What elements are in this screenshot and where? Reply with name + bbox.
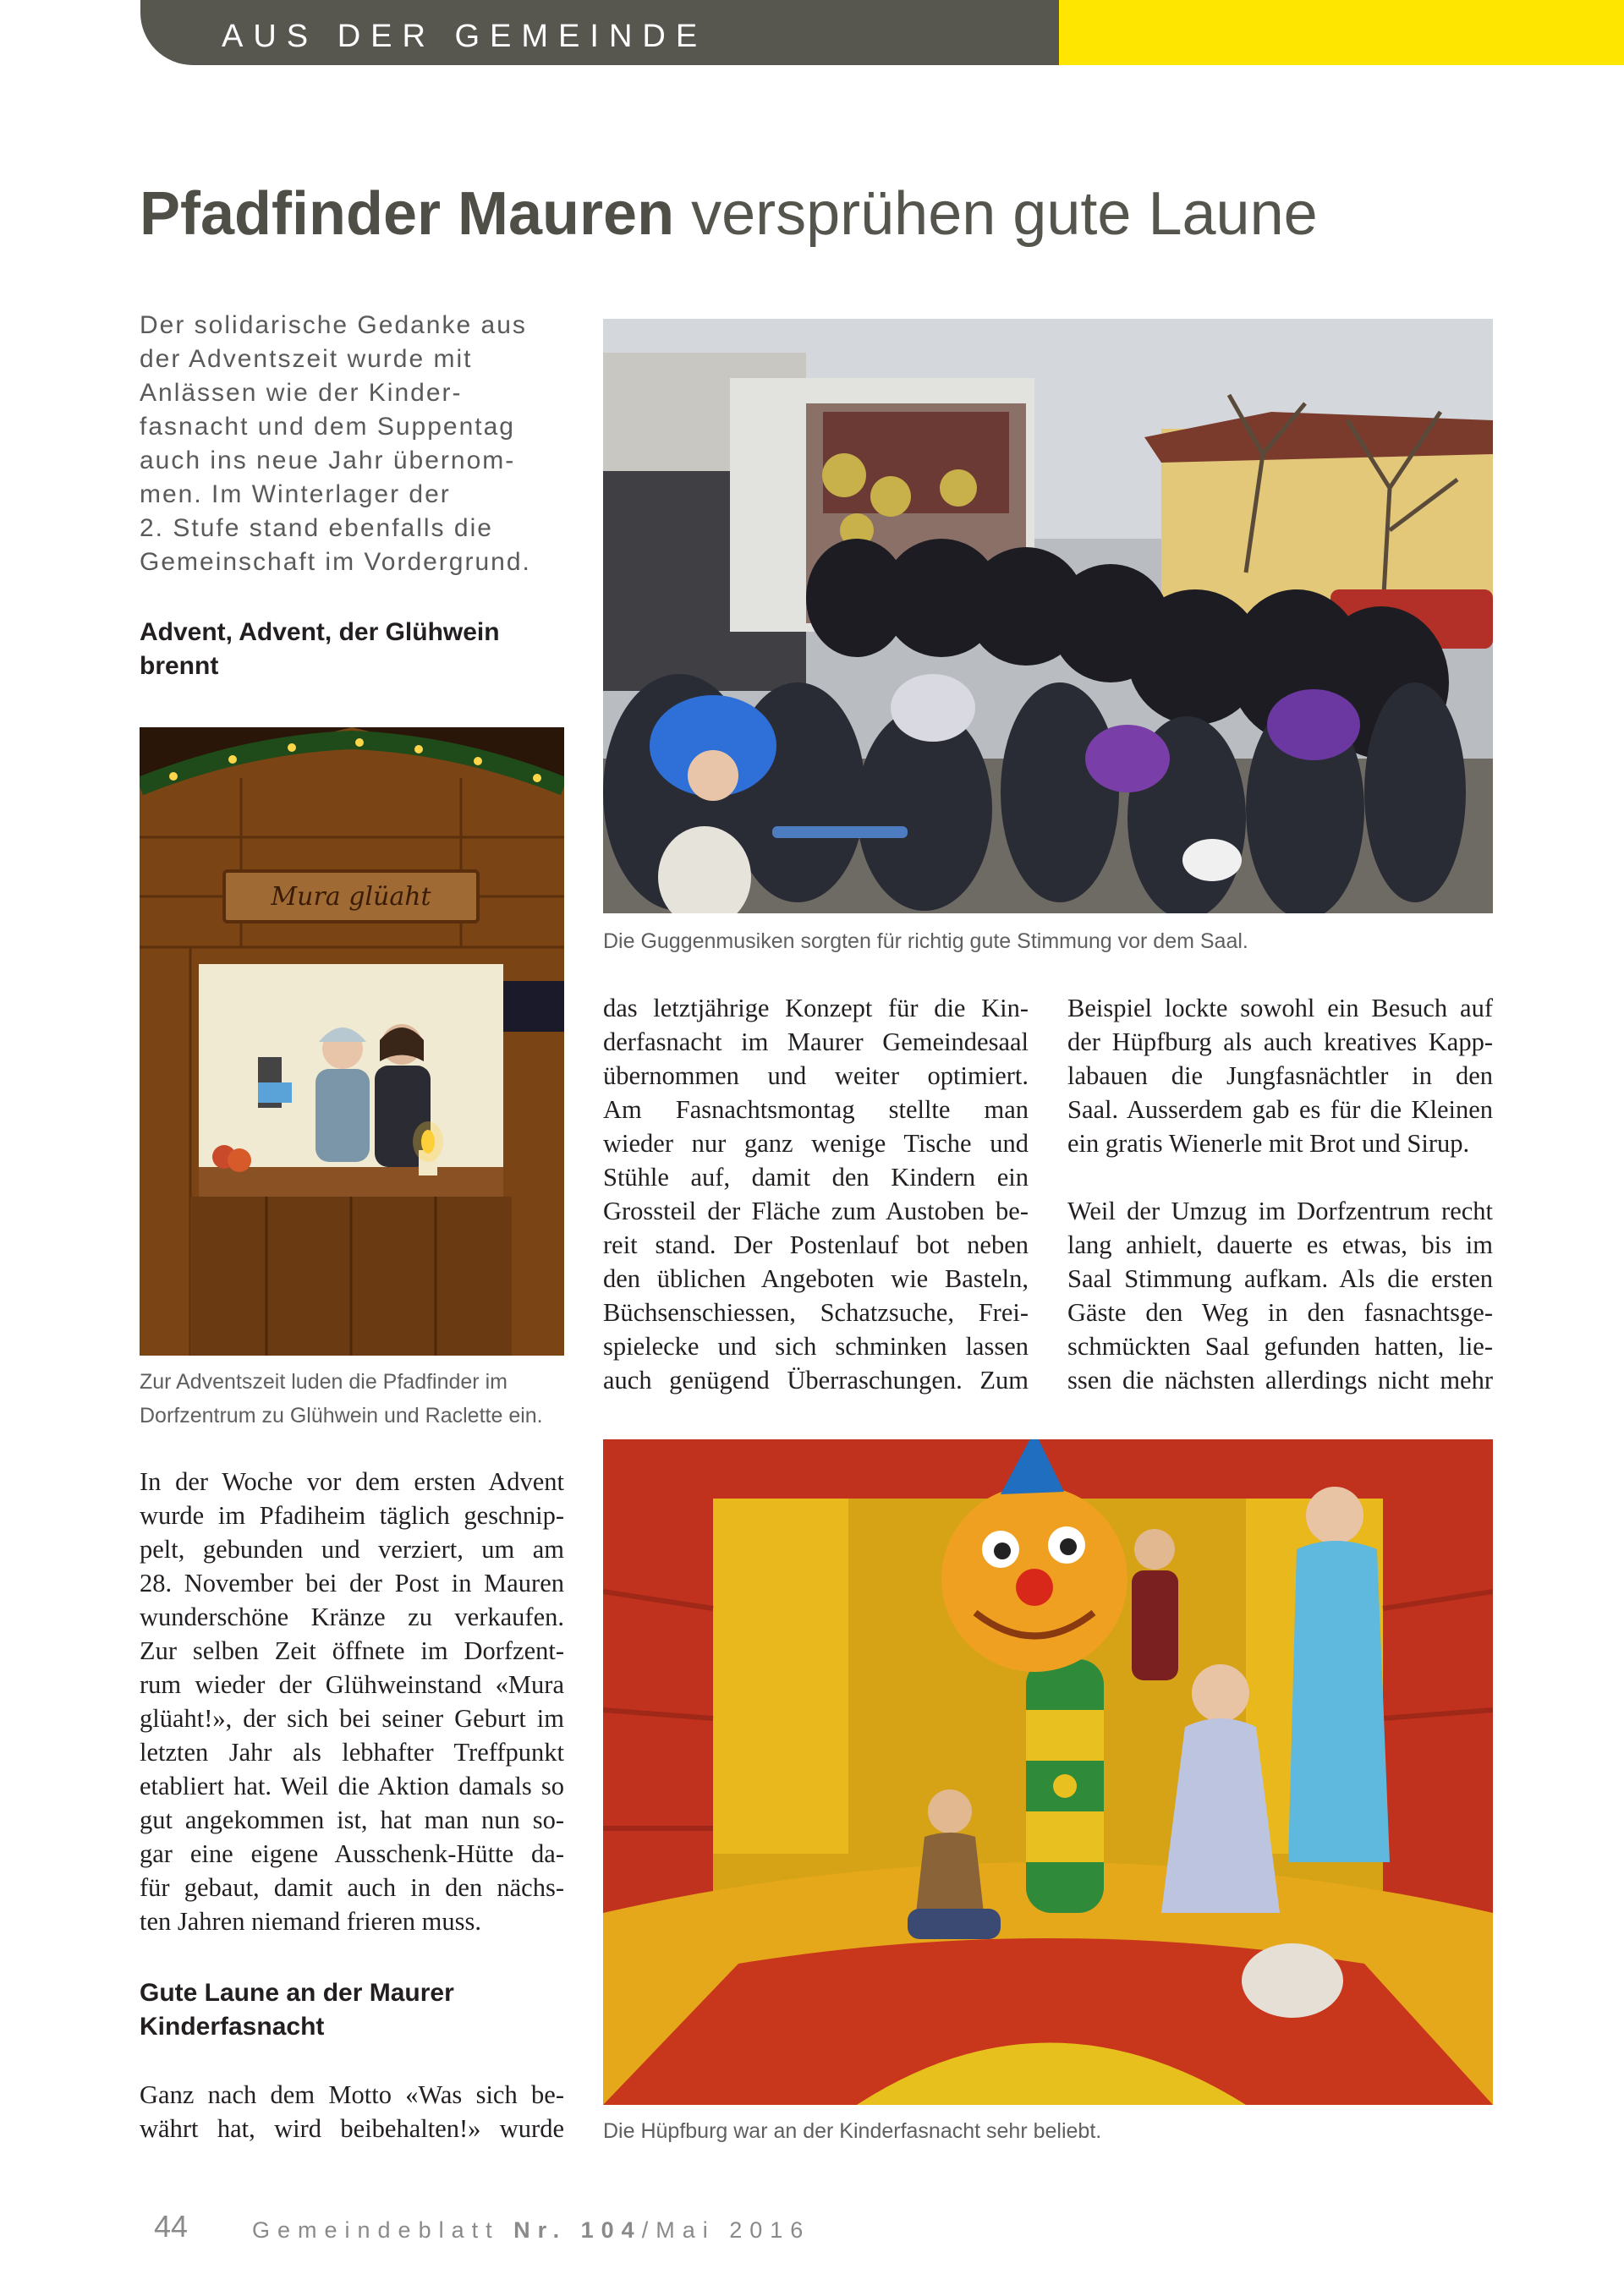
body-line: den üblichen Angeboten wie Basteln, [603, 1264, 1029, 1293]
page-title-bold: Pfadfinder Mauren [140, 180, 675, 248]
body-line: 28. November bei der Post in Mauren [140, 1569, 564, 1597]
body-line: spielecke und sich schminken lassen [603, 1332, 1029, 1361]
header-accent-bar [1059, 0, 1624, 65]
issue-date: /Mai 2016 [641, 2217, 811, 2243]
body-column-3 [1067, 991, 1493, 1397]
body-line: ten Jahren niemand frieren muss. [140, 1907, 481, 1936]
body-line: Am Fasnachtsmontag stellte man [603, 1095, 1029, 1124]
body-line: ein gratis Wienerle mit Brot und Sirup. [1067, 1129, 1470, 1158]
body-line: Stühle auf, damit den Kindern ein [603, 1163, 1029, 1192]
photo-gluehwein-hut [140, 727, 564, 1356]
subheading-line: Kinderfasnacht [140, 2013, 325, 2041]
publication-name: Gemeindeblatt [252, 2217, 500, 2243]
caption-huepfburg: Die Hüpfburg war an der Kinderfasnacht sehr beliebt. [603, 2119, 1102, 2143]
body-line: auch genügend Überraschungen. Zum [603, 1366, 1029, 1395]
body-line: währt hat, wird beibehalten!» wurde [140, 2114, 564, 2143]
body-line: letzten Jahr als lebhafter Treffpunkt [140, 1738, 564, 1767]
body-line: das letztjährige Konzept für die Kin- [603, 994, 1029, 1022]
body-line: Büchsenschiessen, Schatzsuche, Frei- [603, 1298, 1029, 1327]
body-line: schmückten Saal gefunden hatten, lie- [1067, 1332, 1493, 1361]
lead-line: Gemeinschaft im Vordergrund. [140, 548, 531, 576]
page-title-light: versprühen gute Laune [691, 180, 1318, 248]
caption-guggenmusik: Die Guggenmusiken sorgten für richtig gute Stimmung vor dem Saal. [603, 929, 1248, 953]
body-line: Weil der Umzug im Dorfzentrum recht [1067, 1197, 1493, 1225]
body-line: etabliert hat. Weil die Aktion damals so [140, 1772, 564, 1800]
lead-line: 2. Stufe stand ebenfalls die [140, 514, 493, 542]
body-line: Zur selben Zeit öffnete im Dorfzent- [140, 1636, 564, 1665]
body-line: derfasnacht im Maurer Gemeindesaal [603, 1027, 1029, 1056]
page-title [140, 176, 1318, 252]
body-line: Saal Stimmung aufkam. Als die ersten [1067, 1264, 1493, 1293]
body-line: pelt, gebunden und verziert, um am [140, 1535, 564, 1564]
body-line: übernommen und weiter optimiert. [603, 1061, 1029, 1090]
body-line: gar eine eigene Ausschenk-Hütte da- [140, 1839, 564, 1868]
caption-gluehwein [140, 1365, 543, 1433]
body-line: In der Woche vor dem ersten Advent [140, 1467, 564, 1496]
lead-line: auch ins neue Jahr übernom- [140, 447, 516, 474]
lead-line: Anlässen wie der Kinder- [140, 379, 463, 407]
body-line: rum wieder der Glühweinstand «Mura [140, 1670, 564, 1699]
body-line: Ganz nach dem Motto «Was sich be- [140, 2080, 564, 2109]
body-line: wurde im Pfadiheim täglich geschnip- [140, 1501, 564, 1530]
body-line: Beispiel lockte sowohl ein Besuch auf [1067, 994, 1493, 1022]
body-line: reit stand. Der Postenlauf bot neben [603, 1230, 1029, 1259]
lead-line: Der solidarische Gedanke aus [140, 311, 527, 339]
body-column-1-tail [140, 2078, 564, 2145]
body-column-2 [603, 991, 1029, 1397]
photo-huepfburg [603, 1439, 1493, 2105]
hut-sign-text: Mura glüaht [271, 882, 431, 912]
lead-paragraph [140, 309, 567, 579]
issue-number: Nr. 104 [513, 2217, 642, 2243]
photo-guggenmusik [603, 319, 1493, 913]
lead-line: fasnacht und dem Suppentag [140, 413, 515, 441]
subheading-line: brennt [140, 652, 219, 680]
caption-line: Zur Adventszeit luden die Pfadfinder im [140, 1370, 508, 1394]
subheading-advent [140, 616, 579, 683]
body-column-1 [140, 1465, 564, 1938]
caption-line: Dorfzentrum zu Glühwein und Raclette ein. [140, 1404, 543, 1427]
body-line: der Hüpfburg als auch kreatives Kapp- [1067, 1027, 1493, 1056]
body-line: gut angekommen ist, hat man nun so- [140, 1806, 564, 1834]
lead-line: men. Im Winterlager der [140, 480, 451, 508]
page-number: 44 [154, 2209, 189, 2244]
body-line: Grossteil der Fläche zum Austoben be- [603, 1197, 1029, 1225]
body-line: wunderschöne Kränze zu verkaufen. [140, 1603, 564, 1631]
body-line: labauen die Jungfasnächtler in den [1067, 1061, 1493, 1090]
body-line: Gäste den Weg in den fasnachtsge- [1067, 1298, 1493, 1327]
body-line: wieder nur ganz wenige Tische und [603, 1129, 1029, 1158]
body-line: glüaht!», der sich bei seiner Geburt im [140, 1704, 564, 1733]
section-label: AUS DER GEMEINDE [222, 19, 708, 54]
body-line: lang anhielt, dauerte es etwas, bis im [1067, 1230, 1493, 1259]
body-line: ssen die nächsten allerdings nicht mehr [1067, 1366, 1493, 1395]
lead-line: der Adventszeit wurde mit [140, 345, 473, 373]
subheading-fasnacht [140, 1976, 579, 2044]
footer-publication [252, 2217, 810, 2244]
subheading-line: Advent, Advent, der Glühwein [140, 618, 500, 646]
subheading-line: Gute Laune an der Maurer [140, 1979, 454, 2007]
body-line: Saal. Ausserdem gab es für die Kleinen [1067, 1095, 1493, 1124]
body-line: für gebaut, damit auch in den nächs- [140, 1873, 564, 1902]
